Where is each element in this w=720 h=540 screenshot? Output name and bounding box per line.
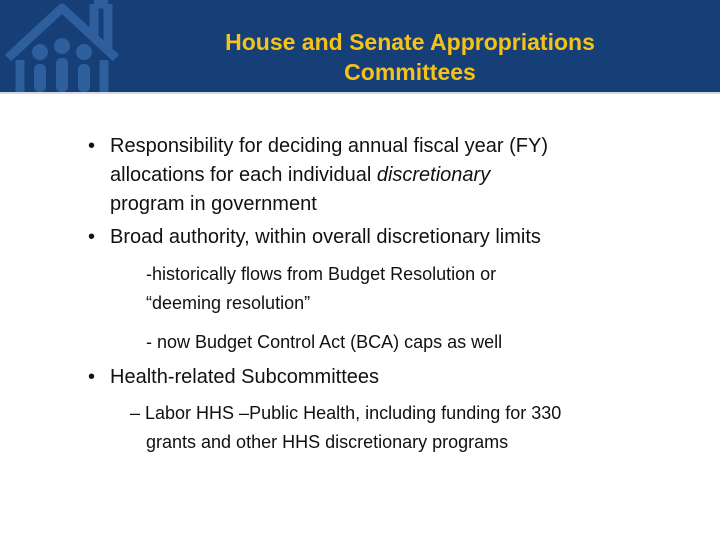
sub-item-text: grants and other HHS discretionary programs (146, 432, 509, 452)
sub-item (130, 399, 561, 457)
emphasis-text: discretionary (376, 164, 491, 186)
sub-item (146, 328, 502, 357)
header-divider (0, 92, 720, 94)
sub-item (146, 260, 496, 318)
house-people-logo-icon (0, 0, 150, 92)
bullet-text: allocations for each individual discretionary (110, 164, 491, 186)
title-line-2: Committees (344, 59, 476, 85)
bullet-item (88, 223, 648, 252)
bullet-text: Responsibility for deciding annual fiscal year (FY) (110, 135, 548, 157)
bullet-item (88, 363, 648, 392)
page-title (160, 27, 660, 87)
sub-item-text: - now Budget Control Act (BCA) caps as well (146, 332, 503, 352)
bullet-text: Broad authority, within overall discretionary limits (110, 226, 541, 248)
bullet-icon: • (88, 135, 96, 157)
slide-header (0, 0, 720, 92)
sub-item-text: – Labor HHS –Public Health, including funding for 330 (130, 403, 562, 423)
bullet-text: Health-related Subcommittees (110, 366, 380, 388)
bullet-item (88, 132, 648, 219)
sub-item-text: -historically flows from Budget Resolution or (146, 264, 497, 284)
bullet-icon: • (88, 366, 96, 388)
title-line-1: House and Senate Appropriations (225, 29, 595, 55)
bullet-text: program in government (110, 193, 317, 215)
bullet-icon: • (88, 226, 96, 248)
sub-item-text: “deeming resolution” (146, 293, 311, 313)
